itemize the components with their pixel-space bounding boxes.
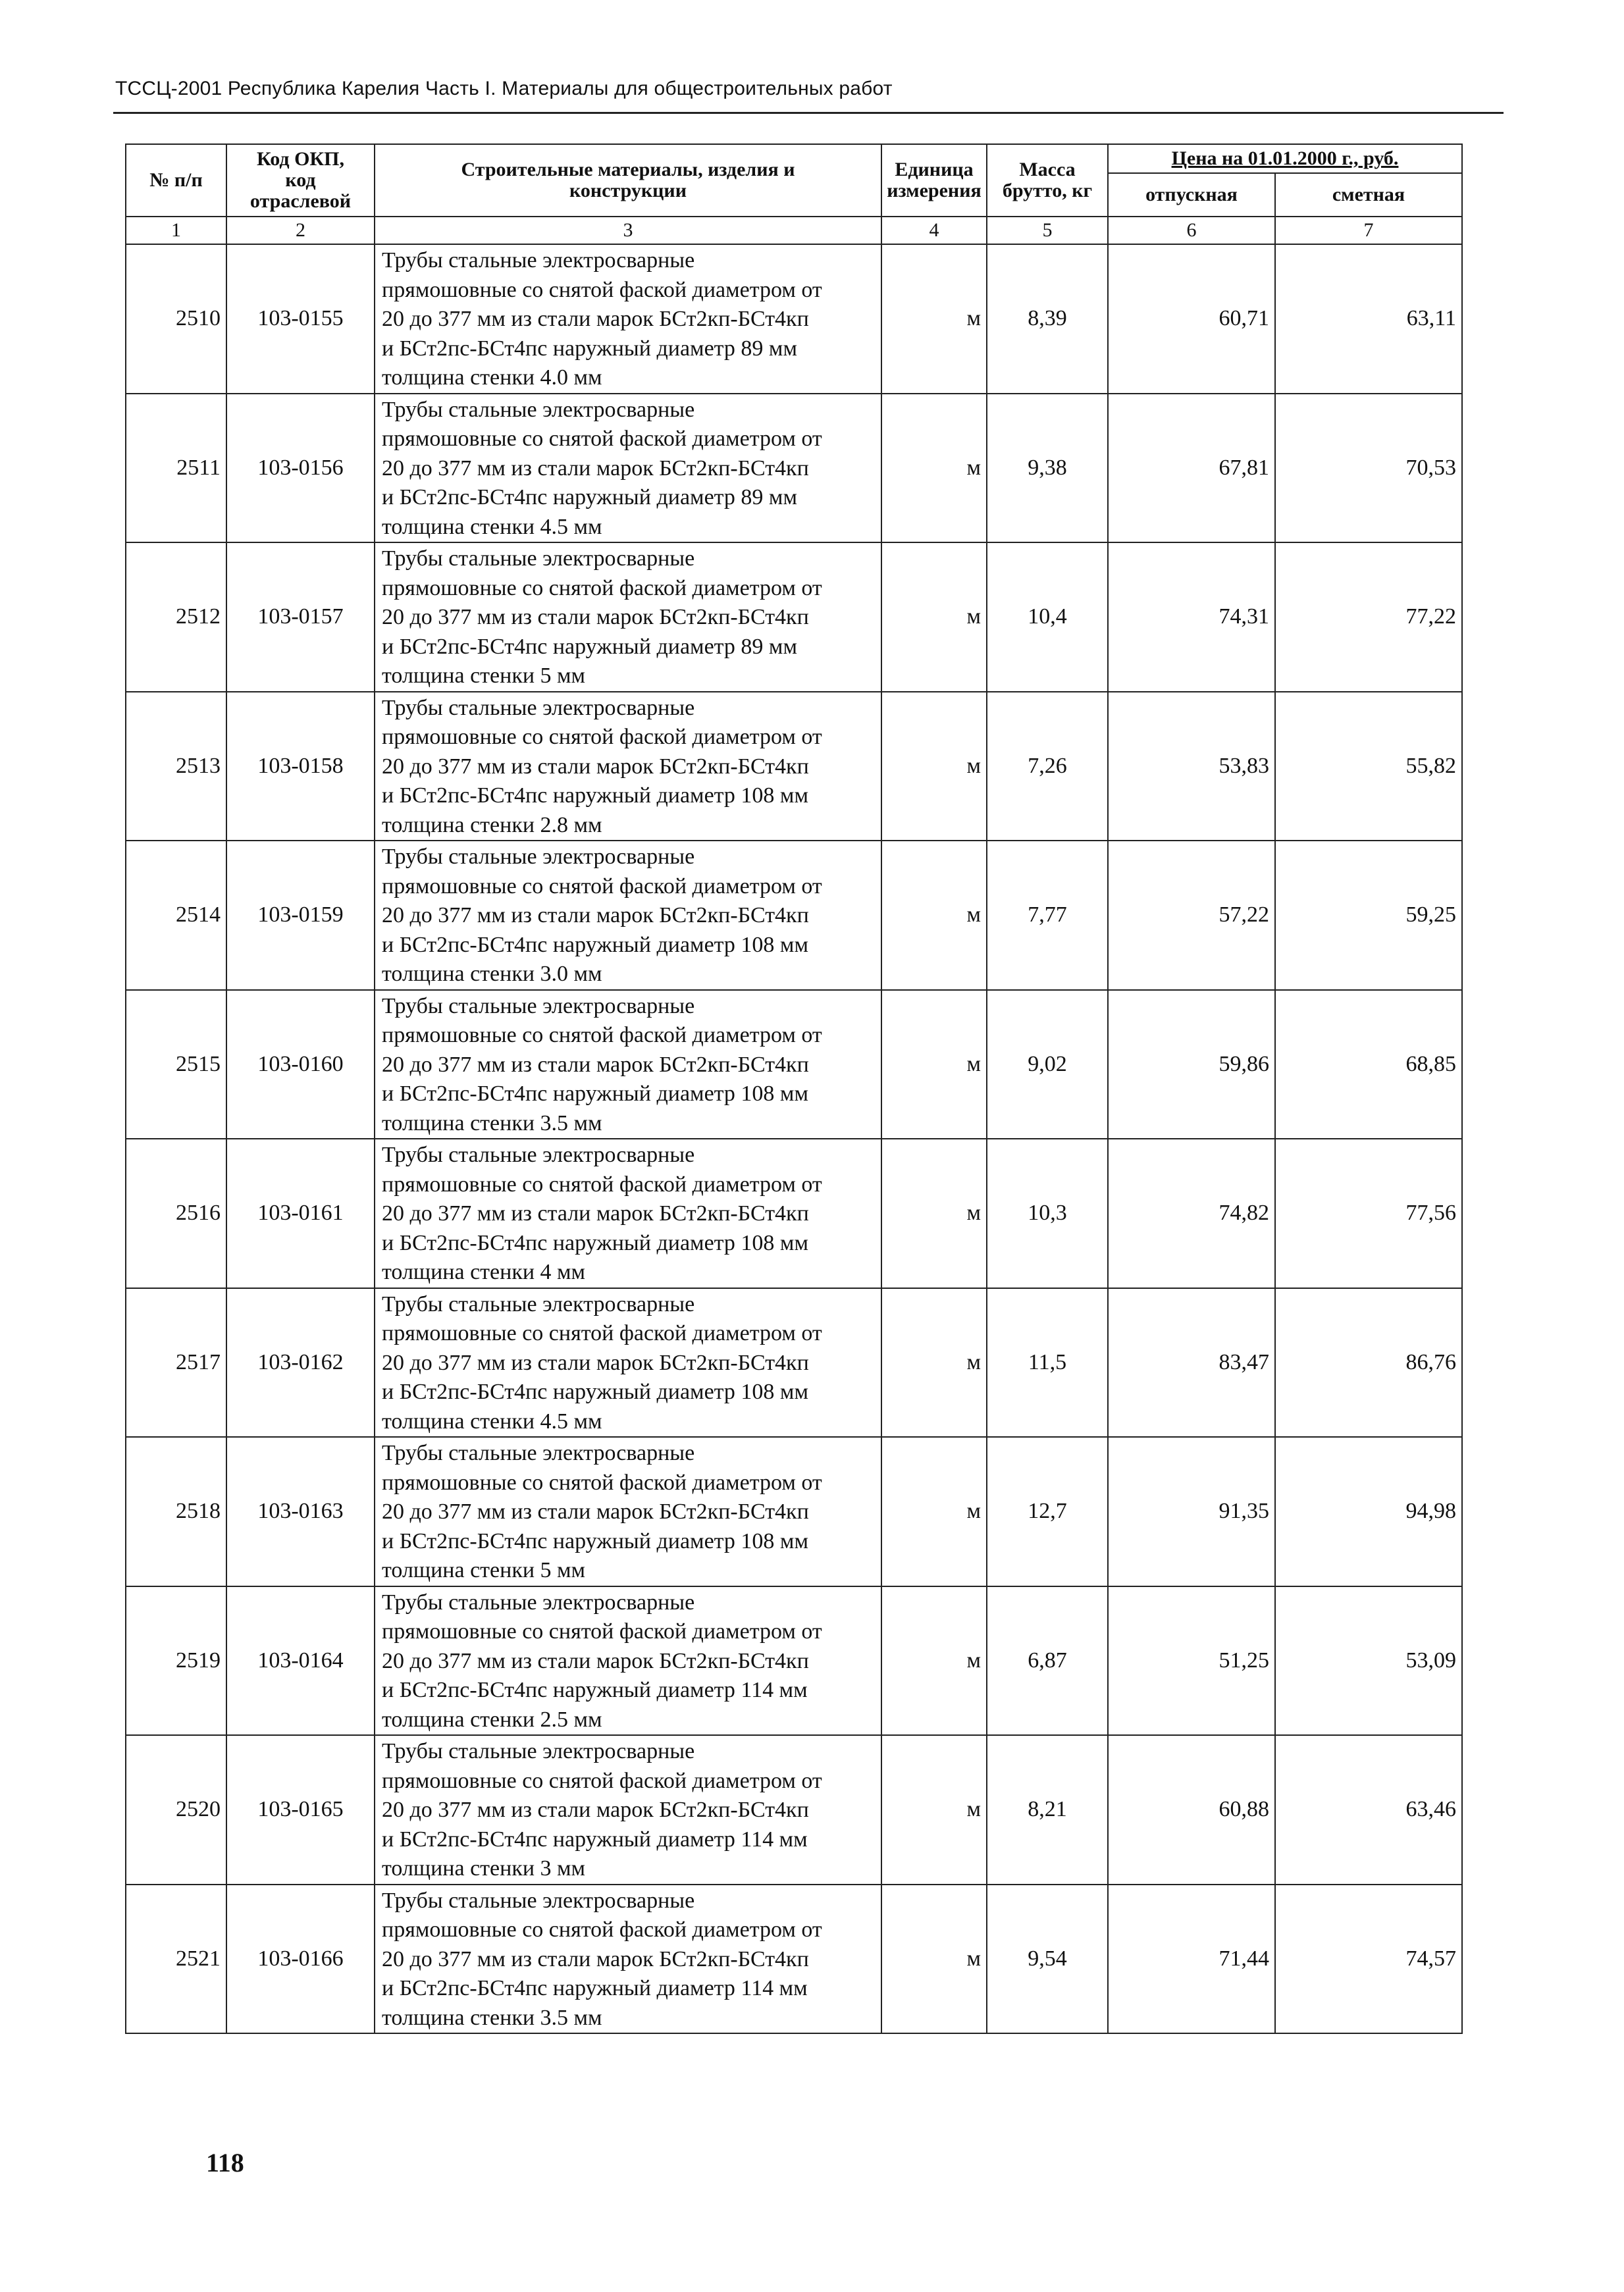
description-line: Трубы стальные электросварные bbox=[382, 845, 695, 869]
gross-mass: 8,21 bbox=[987, 1735, 1108, 1885]
gross-mass: 12,7 bbox=[987, 1437, 1108, 1586]
estimate-price: 55,82 bbox=[1275, 692, 1462, 841]
row-number: 2516 bbox=[126, 1139, 226, 1288]
gross-mass: 9,54 bbox=[987, 1885, 1108, 2034]
description-line: и БСт2пс-БСт4пс наружный диаметр 108 мм bbox=[382, 1230, 808, 1255]
table-row bbox=[126, 244, 1462, 394]
header-code: Код ОКП, код отраслевой bbox=[226, 144, 375, 217]
gross-mass: 9,02 bbox=[987, 990, 1108, 1139]
description-line: 20 до 377 мм из стали марок БСт2кп-БСт4кп bbox=[382, 1798, 809, 1822]
description-line: толщина стенки 3 мм bbox=[382, 1856, 586, 1881]
description-line: прямошовные со снятой фаской диаметром от bbox=[382, 725, 822, 749]
estimate-price: 86,76 bbox=[1275, 1288, 1462, 1438]
unit-of-measure: м bbox=[881, 244, 987, 394]
okp-code: 103-0157 bbox=[226, 542, 375, 692]
release-price: 83,47 bbox=[1108, 1288, 1275, 1438]
description-line: и БСт2пс-БСт4пс наружный диаметр 108 мм bbox=[382, 1380, 808, 1404]
table-row bbox=[126, 1288, 1462, 1438]
estimate-price: 59,25 bbox=[1275, 841, 1462, 990]
table-row bbox=[126, 990, 1462, 1139]
description-line: и БСт2пс-БСт4пс наружный диаметр 89 мм bbox=[382, 634, 797, 659]
description-line: прямошовные со снятой фаской диаметром от bbox=[382, 1619, 822, 1644]
estimate-price: 74,57 bbox=[1275, 1885, 1462, 2034]
description-line: Трубы стальные электросварные bbox=[382, 1739, 695, 1763]
material-description bbox=[375, 1885, 881, 2034]
gross-mass: 7,26 bbox=[987, 692, 1108, 841]
description-line: 20 до 377 мм из стали марок БСт2кп-БСт4кп bbox=[382, 1350, 809, 1375]
estimate-price: 63,46 bbox=[1275, 1735, 1462, 1885]
description-line: толщина стенки 5 мм bbox=[382, 1558, 586, 1582]
estimate-price: 77,22 bbox=[1275, 542, 1462, 692]
description-line: толщина стенки 5 мм bbox=[382, 664, 586, 688]
row-number: 2511 bbox=[126, 394, 226, 543]
unit-of-measure: м bbox=[881, 990, 987, 1139]
unit-of-measure: м bbox=[881, 1885, 987, 2034]
unit-of-measure: м bbox=[881, 394, 987, 543]
description-line: Трубы стальные электросварные bbox=[382, 397, 695, 422]
description-line: прямошовные со снятой фаской диаметром от bbox=[382, 277, 822, 302]
description-line: и БСт2пс-БСт4пс наружный диаметр 89 мм bbox=[382, 336, 797, 361]
description-line: Трубы стальные электросварные bbox=[382, 1291, 695, 1316]
description-line: 20 до 377 мм из стали марок БСт2кп-БСт4кп bbox=[382, 605, 809, 629]
okp-code: 103-0165 bbox=[226, 1735, 375, 1885]
row-number: 2514 bbox=[126, 841, 226, 990]
release-price: 71,44 bbox=[1108, 1885, 1275, 2034]
header-no: № п/п bbox=[126, 144, 226, 217]
description-line: прямошовные со снятой фаской диаметром от bbox=[382, 873, 822, 899]
okp-code: 103-0163 bbox=[226, 1437, 375, 1586]
okp-code: 103-0164 bbox=[226, 1586, 375, 1736]
unit-of-measure: м bbox=[881, 692, 987, 841]
description-line: и БСт2пс-БСт4пс наружный диаметр 108 мм bbox=[382, 1528, 808, 1553]
description-line: толщина стенки 3.0 мм bbox=[382, 962, 602, 986]
description-line: прямошовные со снятой фаской диаметром от bbox=[382, 427, 822, 451]
running-title: ТССЦ-2001 Республика Карелия Часть I. Материалы для общестроительных работ bbox=[115, 78, 893, 99]
description-line: толщина стенки 4.5 мм bbox=[382, 1409, 602, 1434]
description-line: прямошовные со снятой фаской диаметром от bbox=[382, 1321, 822, 1345]
description-line: прямошовные со снятой фаской диаметром от bbox=[382, 1917, 822, 1942]
estimate-price: 94,98 bbox=[1275, 1437, 1462, 1586]
description-line: прямошовные со снятой фаской диаметром от bbox=[382, 575, 822, 600]
unit-of-measure: м bbox=[881, 542, 987, 692]
gross-mass: 11,5 bbox=[987, 1288, 1108, 1438]
material-description bbox=[375, 1288, 881, 1438]
release-price: 60,71 bbox=[1108, 244, 1275, 394]
gross-mass: 7,77 bbox=[987, 841, 1108, 990]
material-description bbox=[375, 841, 881, 990]
header-divider bbox=[113, 112, 1504, 114]
release-price: 67,81 bbox=[1108, 394, 1275, 543]
okp-code: 103-0162 bbox=[226, 1288, 375, 1438]
description-line: 20 до 377 мм из стали марок БСт2кп-БСт4кп bbox=[382, 456, 809, 481]
description-line: толщина стенки 4 мм bbox=[382, 1260, 586, 1284]
description-line: толщина стенки 2.5 мм bbox=[382, 1707, 602, 1732]
description-line: толщина стенки 4.0 мм bbox=[382, 365, 602, 390]
okp-code: 103-0159 bbox=[226, 841, 375, 990]
description-line: 20 до 377 мм из стали марок БСт2кп-БСт4кп bbox=[382, 1499, 809, 1524]
estimate-price: 77,56 bbox=[1275, 1139, 1462, 1288]
estimate-price: 53,09 bbox=[1275, 1586, 1462, 1736]
description-line: Трубы стальные электросварные bbox=[382, 1590, 695, 1615]
table-row bbox=[126, 1735, 1462, 1885]
unit-of-measure: м bbox=[881, 841, 987, 990]
material-description bbox=[375, 990, 881, 1139]
description-line: Трубы стальные электросварные bbox=[382, 546, 695, 571]
description-line: и БСт2пс-БСт4пс наружный диаметр 108 мм bbox=[382, 1081, 808, 1106]
header-price-estimate: сметная bbox=[1275, 173, 1462, 217]
description-line: 20 до 377 мм из стали марок БСт2кп-БСт4кп bbox=[382, 1648, 809, 1673]
header-price-group: Цена на 01.01.2000 г., руб. bbox=[1108, 144, 1462, 173]
material-description bbox=[375, 1437, 881, 1586]
gross-mass: 10,3 bbox=[987, 1139, 1108, 1288]
row-number: 2510 bbox=[126, 244, 226, 394]
release-price: 60,88 bbox=[1108, 1735, 1275, 1885]
description-line: 20 до 377 мм из стали марок БСт2кп-БСт4кп bbox=[382, 307, 809, 331]
header-price-release: отпускная bbox=[1108, 173, 1275, 217]
row-number: 2515 bbox=[126, 990, 226, 1139]
column-number: 5 bbox=[987, 217, 1108, 244]
description-line: толщина стенки 2.8 мм bbox=[382, 812, 602, 837]
description-line: и БСт2пс-БСт4пс наружный диаметр 108 мм bbox=[382, 932, 808, 957]
description-line: прямошовные со снятой фаской диаметром от bbox=[382, 1023, 822, 1047]
release-price: 74,31 bbox=[1108, 542, 1275, 692]
material-description bbox=[375, 1735, 881, 1885]
table-row bbox=[126, 692, 1462, 841]
estimate-price: 63,11 bbox=[1275, 244, 1462, 394]
row-number: 2519 bbox=[126, 1586, 226, 1736]
description-line: Трубы стальные электросварные bbox=[382, 1143, 695, 1167]
unit-of-measure: м bbox=[881, 1437, 987, 1586]
table-row bbox=[126, 1885, 1462, 2034]
table-row bbox=[126, 1437, 1462, 1586]
material-description bbox=[375, 1586, 881, 1736]
row-number: 2512 bbox=[126, 542, 226, 692]
okp-code: 103-0160 bbox=[226, 990, 375, 1139]
unit-of-measure: м bbox=[881, 1139, 987, 1288]
column-number: 6 bbox=[1108, 217, 1275, 244]
description-line: прямошовные со снятой фаской диаметром от bbox=[382, 1768, 822, 1793]
column-number-row bbox=[126, 217, 1462, 244]
table-row bbox=[126, 841, 1462, 990]
description-line: и БСт2пс-БСт4пс наружный диаметр 114 мм bbox=[382, 1678, 808, 1702]
description-line: и БСт2пс-БСт4пс наружный диаметр 114 мм bbox=[382, 1976, 808, 2000]
estimate-price: 70,53 bbox=[1275, 394, 1462, 543]
gross-mass: 10,4 bbox=[987, 542, 1108, 692]
release-price: 59,86 bbox=[1108, 990, 1275, 1139]
row-number: 2521 bbox=[126, 1885, 226, 2034]
description-line: Трубы стальные электросварные bbox=[382, 1441, 695, 1465]
okp-code: 103-0156 bbox=[226, 394, 375, 543]
table-row bbox=[126, 1586, 1462, 1736]
okp-code: 103-0166 bbox=[226, 1885, 375, 2034]
unit-of-measure: м bbox=[881, 1735, 987, 1885]
description-line: 20 до 377 мм из стали марок БСт2кп-БСт4кп bbox=[382, 1946, 809, 1971]
description-line: и БСт2пс-БСт4пс наружный диаметр 108 мм bbox=[382, 783, 808, 808]
description-line: толщина стенки 3.5 мм bbox=[382, 1110, 602, 1135]
okp-code: 103-0155 bbox=[226, 244, 375, 394]
description-line: прямошовные со снятой фаской диаметром от bbox=[382, 1172, 822, 1197]
column-number: 3 bbox=[375, 217, 881, 244]
table-row bbox=[126, 542, 1462, 692]
release-price: 51,25 bbox=[1108, 1586, 1275, 1736]
description-line: Трубы стальные электросварные bbox=[382, 248, 695, 273]
gross-mass: 9,38 bbox=[987, 394, 1108, 543]
header-mass: Масса брутто, кг bbox=[987, 144, 1108, 217]
release-price: 53,83 bbox=[1108, 692, 1275, 841]
okp-code: 103-0161 bbox=[226, 1139, 375, 1288]
gross-mass: 8,39 bbox=[987, 244, 1108, 394]
row-number: 2520 bbox=[126, 1735, 226, 1885]
row-number: 2513 bbox=[126, 692, 226, 841]
description-line: толщина стенки 3.5 мм bbox=[382, 2005, 602, 2030]
column-number: 2 bbox=[226, 217, 375, 244]
description-line: и БСт2пс-БСт4пс наружный диаметр 114 мм bbox=[382, 1827, 808, 1852]
material-description bbox=[375, 1139, 881, 1288]
table-body bbox=[126, 244, 1462, 2033]
column-number: 1 bbox=[126, 217, 226, 244]
unit-of-measure: м bbox=[881, 1288, 987, 1438]
estimate-price: 68,85 bbox=[1275, 990, 1462, 1139]
page-number: 118 bbox=[206, 2148, 244, 2177]
description-line: Трубы стальные электросварные bbox=[382, 695, 695, 720]
description-line: 20 до 377 мм из стали марок БСт2кп-БСт4кп bbox=[382, 1201, 809, 1226]
okp-code: 103-0158 bbox=[226, 692, 375, 841]
material-description bbox=[375, 692, 881, 841]
price-table bbox=[125, 143, 1463, 2034]
description-line: 20 до 377 мм из стали марок БСт2кп-БСт4кп bbox=[382, 1052, 809, 1077]
table-row bbox=[126, 394, 1462, 543]
material-description bbox=[375, 244, 881, 394]
table-row bbox=[126, 1139, 1462, 1288]
material-description bbox=[375, 542, 881, 692]
description-line: Трубы стальные электросварные bbox=[382, 993, 695, 1018]
column-number: 7 bbox=[1275, 217, 1462, 244]
header-unit: Единица измерения bbox=[881, 144, 987, 217]
release-price: 74,82 bbox=[1108, 1139, 1275, 1288]
table-header bbox=[126, 144, 1462, 244]
gross-mass: 6,87 bbox=[987, 1586, 1108, 1736]
description-line: Трубы стальные электросварные bbox=[382, 1888, 695, 1913]
description-line: 20 до 377 мм из стали марок БСт2кп-БСт4кп bbox=[382, 754, 809, 779]
description-line: и БСт2пс-БСт4пс наружный диаметр 89 мм bbox=[382, 485, 797, 509]
unit-of-measure: м bbox=[881, 1586, 987, 1736]
release-price: 91,35 bbox=[1108, 1437, 1275, 1586]
row-number: 2518 bbox=[126, 1437, 226, 1586]
description-line: 20 до 377 мм из стали марок БСт2кп-БСт4кп bbox=[382, 903, 809, 927]
column-number: 4 bbox=[881, 217, 987, 244]
release-price: 57,22 bbox=[1108, 841, 1275, 990]
material-description bbox=[375, 394, 881, 543]
header-materials: Строительные материалы, изделия и конструкции bbox=[375, 144, 881, 217]
description-line: толщина стенки 4.5 мм bbox=[382, 514, 602, 539]
description-line: прямошовные со снятой фаской диаметром от bbox=[382, 1470, 822, 1495]
row-number: 2517 bbox=[126, 1288, 226, 1438]
